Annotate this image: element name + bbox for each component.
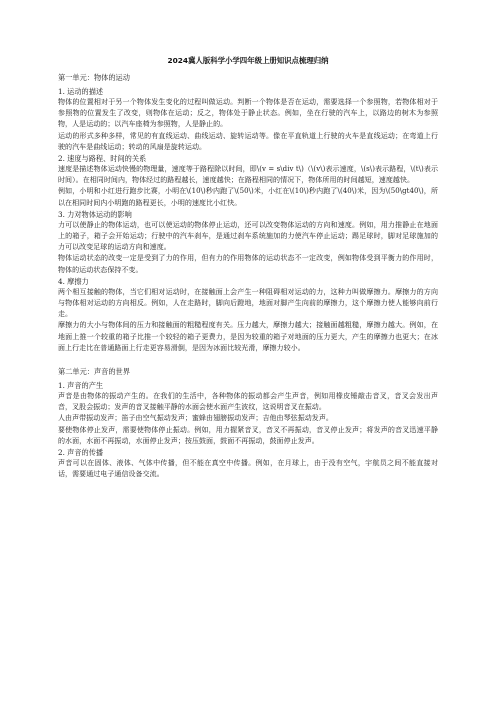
section-1-1-heading: 1. 运动的描述: [58, 87, 104, 96]
section-2-1-paragraph-2: 人由声带振动发声；笛子由空气振动发声；蜜蜂由翅膀振动发声；吉他由琴弦振动发声。: [58, 414, 333, 423]
section-1-3-paragraph-2: 物体运动状态的改变一定是受到了力的作用，但有力的作用物体的运动状态不一定改变，例如物体受到平衡力的作用时，物体的运动状态保持不变。: [58, 254, 438, 274]
document-title: 2024冀人版科学小学四年级上册知识点梳理归纳: [167, 56, 329, 65]
section-1-1-paragraph-2: 运动的形式多种多样，常见的有直线运动、曲线运动、旋转运动等。像在平直轨道上行驶的火车是直线运动；在弯道上行驶的汽车是曲线运动；转动的风扇是旋转运动。: [58, 131, 438, 151]
section-1-3-heading: 3. 力对物体运动的影响: [58, 209, 132, 219]
section-1-3-paragraph-1: 力可以使静止的物体运动，也可以使运动的物体停止运动，还可以改变物体运动的方向和速度。例如，用力推静止在地面上的箱子，箱子会开始运动；行驶中的汽车刹车，是通过刹车系统施加的力使汽车停止运动；踢足球时，脚对足球施加的力可以改变足球的运动方向和速度。: [58, 220, 438, 252]
section-2-1-heading: 1. 声音的产生: [58, 381, 104, 391]
section-1-1-paragraph-1: 物体的位置相对于另一个物体发生变化的过程叫做运动。判断一个物体是否在运动，需要选择一个参照物，若物体相对于参照物的位置发生了改变，则物体在运动；反之，物体处于静止状态。例如，坐在行驶的汽车上，以路边的树木为参照物，人是运动的；以汽车座椅为参照物，人是静止的。: [58, 98, 438, 129]
section-1-2-paragraph-1: 速度是描述物体运动快慢的物理量，速度等于路程除以时间，即\(v = s\div t\)（\(v\)表示速度，\(s\)表示路程，\(t\)表示时间）。在相同时间内，物体经过的路程越长，速度越快；在路程相同的情况下，物体所用的时间越短，速度越快。: [58, 165, 438, 185]
section-2-1-paragraph-1: 声音是由物体的振动产生的。在我们的生活中，各种物体的振动都会产生声音，例如用橡皮锤敲击音叉，音叉会发出声音，叉股会振动；发声的音叉接触平静的水面会使水面产生波纹，这说明音叉在振动。: [58, 392, 438, 412]
unit-2-heading: 第二单元：声音的世界: [58, 367, 130, 377]
section-2-2-paragraph-1: 声音可以在固体、液体、气体中传播，但不能在真空中传播。例如，在月球上，由于没有空气，宇航员之间不能直接对话，需要通过电子通信设备交流。: [58, 459, 438, 479]
spacer: [58, 354, 438, 362]
section-1-2-heading: 2. 速度与路程、时间的关系: [58, 154, 147, 164]
unit-1-heading: 第一单元：物体的运动: [58, 73, 130, 82]
section-2-1-paragraph-3: 要使物体停止发声，需要使物体停止振动。例如，用力握紧音叉，音叉不再振动，音叉停止发声；将发声的音叉迅速平静的水面，水面不再振动，水面停止发声；按压鼓面，鼓面不再振动，鼓面停止发声。: [58, 425, 438, 445]
section-1-4-paragraph-2: 摩擦力的大小与物体间的压力和接触面的粗糙程度有关。压力越大，摩擦力越大；接触面越粗糙，摩擦力越大。例如，在地面上推一个较重的箱子比推一个较轻的箱子更费力，是因为较重的箱子对地面的压力更大，产生的摩擦力也更大；在冰面上行走比在普通路面上行走更容易滑倒，是因为冰面比较光滑，摩擦力较小。: [58, 321, 438, 352]
section-1-2-paragraph-2: 例如，小明和小红进行跑步比赛，小明在\(10\)秒内跑了\(50\)米，小红在\(10\)秒内跑了\(40\)米，因为\(50\gt40\)，所以在相同时间内小明跑的路程更长，小明的速度比小红快。: [58, 187, 438, 207]
section-2-2-heading: 2. 声音的传播: [58, 448, 104, 458]
section-1-4-paragraph-1: 两个相互接触的物体，当它们相对运动时，在接触面上会产生一种阻碍相对运动的力，这种力叫做摩擦力。摩擦力的方向与物体相对运动的方向相反。例如，人在走路时，脚向后蹬地，地面对脚产生向前的摩擦力，这个摩擦力使人能够向前行走。: [58, 287, 438, 319]
section-1-4-heading: 4. 摩擦力: [58, 276, 89, 286]
